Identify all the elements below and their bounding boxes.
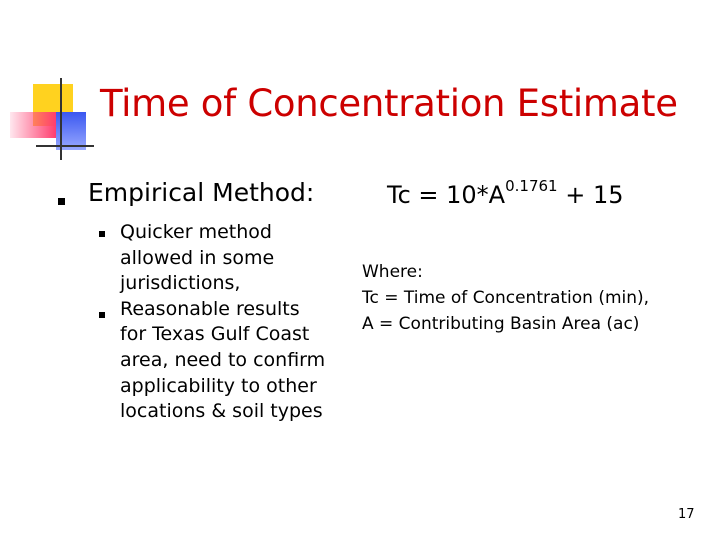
bullet-empirical-method: Empirical Method: xyxy=(88,178,315,207)
slide-title: Time of Concentration Estimate xyxy=(100,82,678,125)
where-line: A = Contributing Basin Area (ac) xyxy=(362,314,640,334)
sub-bullet-square-icon xyxy=(99,231,105,237)
formula-base: Tc = 10*A xyxy=(387,181,506,209)
logo-red-square xyxy=(10,112,56,138)
sub-bullet-item: Quicker method allowed in some jurisdictions, xyxy=(120,221,275,295)
formula xyxy=(387,177,624,209)
formula-exponent: 0.1761 xyxy=(505,177,558,195)
where-line: Tc = Time of Concentration (min), xyxy=(362,288,650,308)
bullet-square-icon xyxy=(58,198,65,205)
logo-horizontal-line xyxy=(36,145,94,147)
where-heading: Where: xyxy=(362,262,423,282)
logo-vertical-line xyxy=(60,78,62,160)
sub-bullet-list xyxy=(120,220,330,425)
page-number: 17 xyxy=(678,507,695,522)
sub-bullet-square-icon xyxy=(99,312,105,318)
formula-tail: + 15 xyxy=(557,181,624,209)
where-block xyxy=(362,259,649,337)
sub-bullet-item: Reasonable results for Texas Gulf Coast area, need to confirm applicability to other locations & soil types xyxy=(120,297,326,423)
